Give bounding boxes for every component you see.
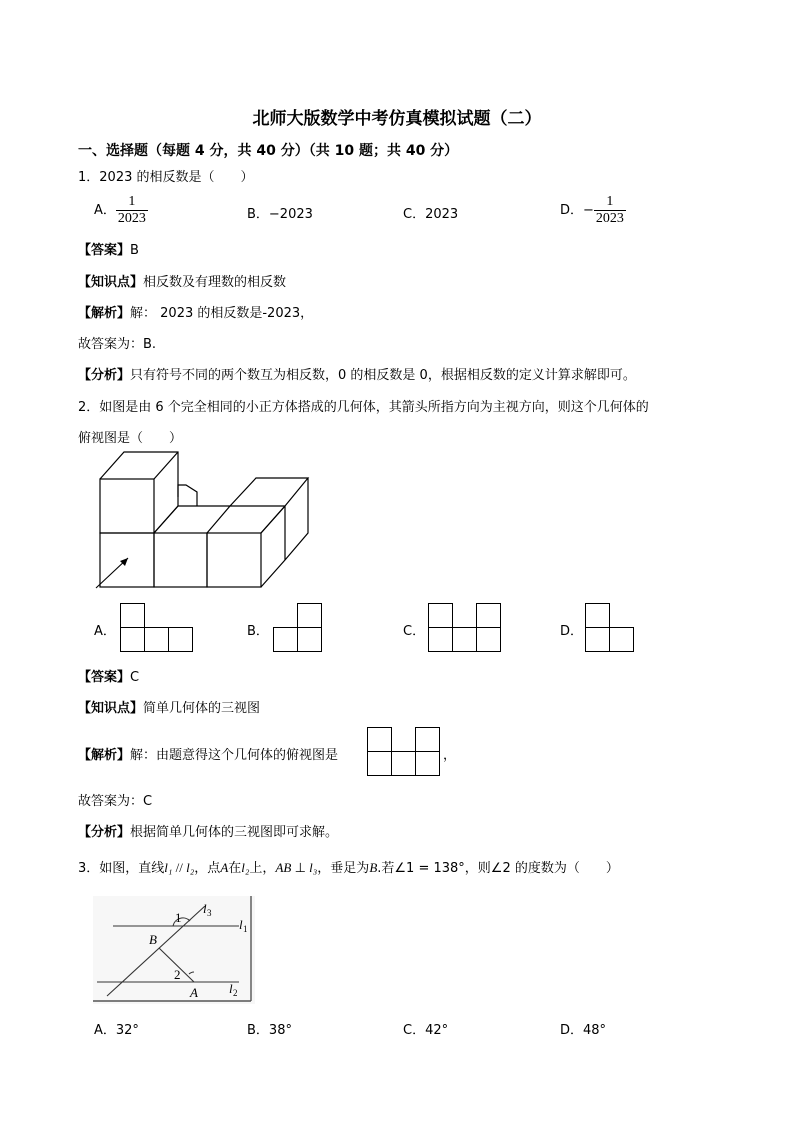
- q3-option-a: A．32°: [94, 1023, 139, 1038]
- point-a-label: A: [190, 985, 198, 1000]
- l2-label: l: [229, 981, 233, 996]
- q3-stem: 3．如图，直线l₁ // l₂，点A在l₂上，AB ⊥ l₃，垂足为B.若∠1 = 138°，则∠2 的度数为（ ）: [78, 860, 619, 876]
- q3-figure: [93, 896, 255, 1004]
- q1-fenxi: 【分析】只有符号不同的两个数互为相反数，0 的相反数是 0，根据相反数的定义计算求解即可。: [78, 368, 636, 383]
- section-heading: 一、选择题（每题 4 分，共 40 分）（共 10 题；共 40 分）: [78, 143, 459, 159]
- q2-option-d-label: D．: [560, 624, 584, 639]
- l1-label: l: [239, 917, 243, 932]
- q1-option-a-fraction: $\frac{1}{2023}$: [117, 194, 146, 226]
- q1-option-d-fraction: $\frac{1}{2023}$: [595, 194, 624, 226]
- l3-label: l: [203, 901, 207, 916]
- q2-solid-figure: [90, 448, 315, 593]
- q2-knowledge: 【知识点】简单几何体的三视图: [78, 701, 261, 716]
- q2-option-a-figure: [120, 603, 196, 653]
- q3-option-c: C．42°: [403, 1023, 449, 1038]
- q2-fenxi: 【分析】根据简单几何体的三视图即可求解。: [78, 825, 339, 840]
- angle-2-label: 2: [174, 967, 181, 982]
- l3-sub-label: 3: [207, 908, 212, 918]
- q1-option-a: A． $\frac{1}{2023}$: [94, 194, 146, 226]
- q2-option-b-figure: [273, 603, 325, 653]
- q3-option-b: B．38°: [247, 1023, 292, 1038]
- l2-sub-label: 2: [233, 988, 238, 998]
- q2-option-c-label: C．: [403, 624, 426, 639]
- q1-option-d: D．− $\frac{1}{2023}$: [560, 194, 624, 226]
- q2-conclusion: 故答案为：C: [78, 794, 153, 809]
- q3-option-d: D．48°: [560, 1023, 607, 1038]
- q1-conclusion: 故答案为：B.: [78, 337, 157, 352]
- l1-sub-label: 1: [243, 924, 248, 934]
- q2-option-c-figure: [428, 603, 504, 653]
- q2-stem-line1: 2．如图是由 6 个完全相同的小正方体搭成的几何体，其箭头所指方向为主视方向，则这个几何体的: [78, 400, 649, 415]
- q2-option-b-label: B．: [247, 624, 269, 639]
- q1-knowledge: 【知识点】相反数及有理数的相反数: [78, 275, 287, 290]
- page-title: 北师大版数学中考仿真模拟试题（二）: [252, 109, 542, 129]
- point-b-label: B: [149, 932, 157, 947]
- q1-analysis: 【解析】解： 2023 的相反数是-2023，: [78, 306, 314, 321]
- angle-1-label: 1: [175, 910, 182, 925]
- q1-stem: 1．2023 的相反数是（ ）: [78, 170, 254, 185]
- q2-option-a-label: A．: [94, 624, 116, 639]
- q1-option-b: B．−2023: [247, 207, 313, 222]
- q2-option-d-figure: [585, 603, 637, 653]
- q1-option-c: C．2023: [403, 207, 459, 222]
- q2-analysis-end: ，: [443, 748, 457, 763]
- q1-answer: 【答案】B: [78, 243, 139, 258]
- q2-answer: 【答案】C: [78, 670, 140, 685]
- q2-analysis-figure: [367, 727, 443, 777]
- q2-analysis: 【解析】解：由题意得这个几何体的俯视图是: [78, 748, 339, 763]
- q2-stem-line2: 俯视图是（ ）: [78, 431, 183, 446]
